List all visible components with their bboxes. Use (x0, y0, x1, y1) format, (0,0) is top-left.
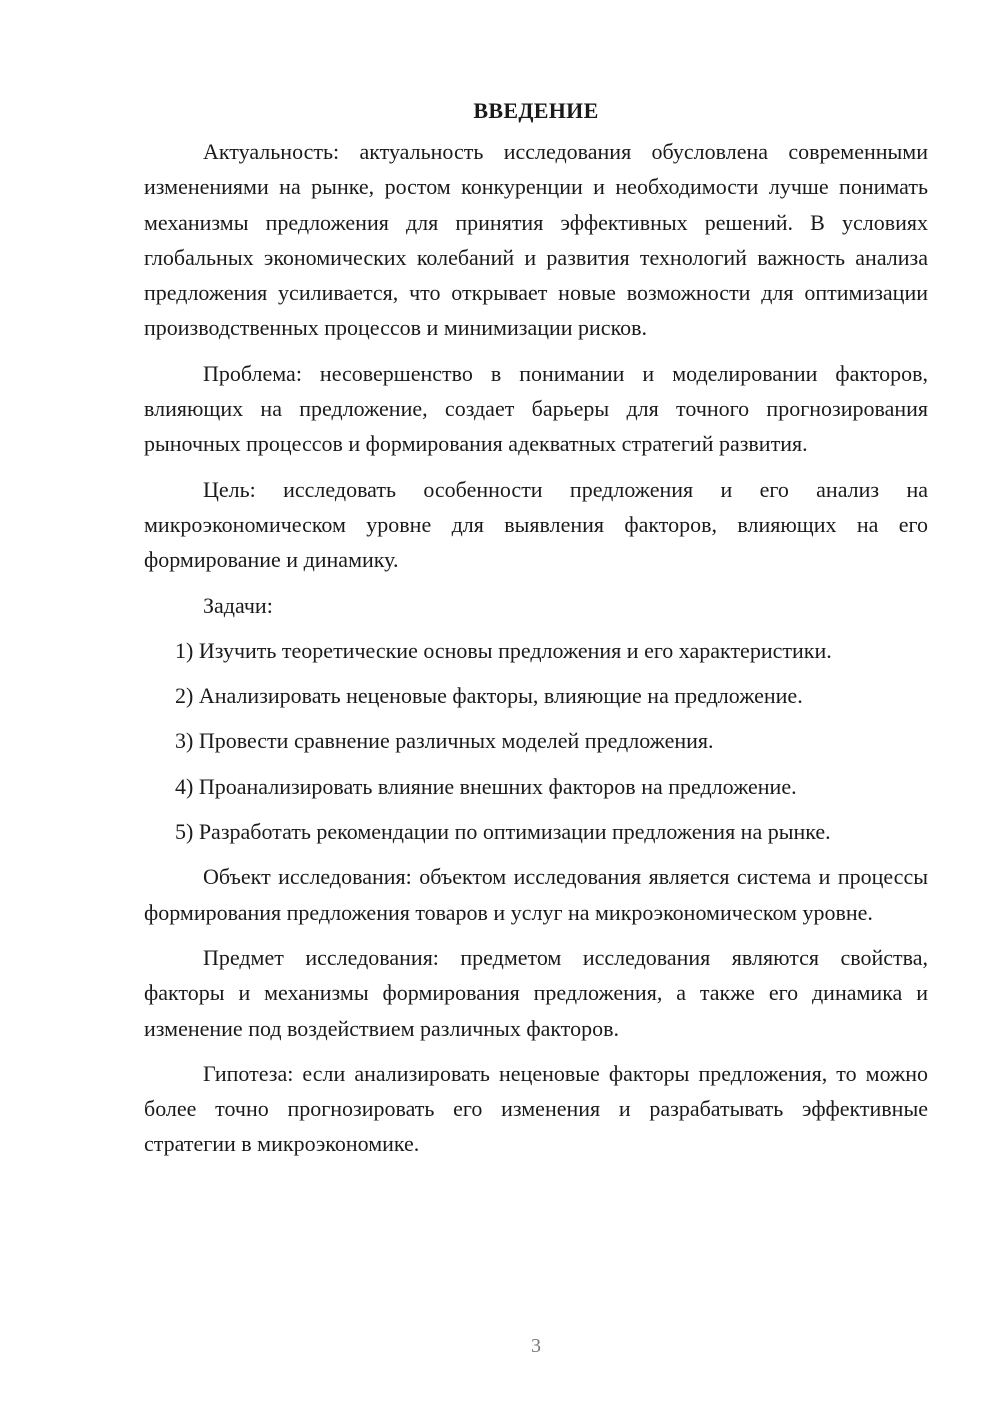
tasks-label: Задачи: (203, 592, 273, 618)
problem-paragraph: Проблема: несовершенство в понимании и моделировании факторов, влияющих на предложение, создает барьеры для точного прогнозирования рыночных процессов и формирования адекватных стратегий развития. (144, 360, 928, 457)
hypothesis-paragraph: Гипотеза: если анализировать неценовые факторы предложения, то можно более точно прогнозировать его изменения и разрабатывать эффективные стратегии в микроэкономике. (144, 1060, 928, 1157)
section-title: ВВЕДЕНИЕ (473, 98, 599, 123)
object-paragraph: Объект исследования: объектом исследования является система и процессы формирования предложения товаров и услуг на микроэкономическом уровне. (144, 864, 928, 925)
page-number: 3 (531, 1335, 541, 1357)
subject-paragraph: Предмет исследования: предметом исследования являются свойства, факторы и механизмы формирования предложения, а также его динамика и изменение под воздействием различных факторов. (144, 944, 928, 1041)
tasks-list (144, 633, 928, 849)
task-item: 1) Изучить теоретические основы предложения и его характеристики. (175, 637, 832, 663)
task-item: 2) Анализировать неценовые факторы, влияющие на предложение. (175, 683, 803, 709)
task-item: 4) Проанализировать влияние внешних факторов на предложение. (175, 773, 797, 799)
goal-paragraph: Цель: исследовать особенности предложения и его анализ на микроэкономическом уровне для выявления факторов, влияющих на его формирование и динамику. (144, 476, 928, 573)
task-item: 5) Разработать рекомендации по оптимизации предложения на рынке. (175, 819, 831, 845)
page-content (144, 93, 928, 1172)
task-item: 3) Провести сравнение различных моделей предложения. (175, 728, 714, 754)
relevance-paragraph: Актуальность: актуальность исследования обусловлена современными изменениями на рынке, ростом конкуренции и необходимости лучше понимать механизмы предложения для принятия эффективных решений. В условиях глобальных экономических колебаний и развития технологий важность анализа предложения усиливается, что открывает новые возможности для оптимизации производственных процессов и минимизации рисков. (144, 139, 928, 341)
